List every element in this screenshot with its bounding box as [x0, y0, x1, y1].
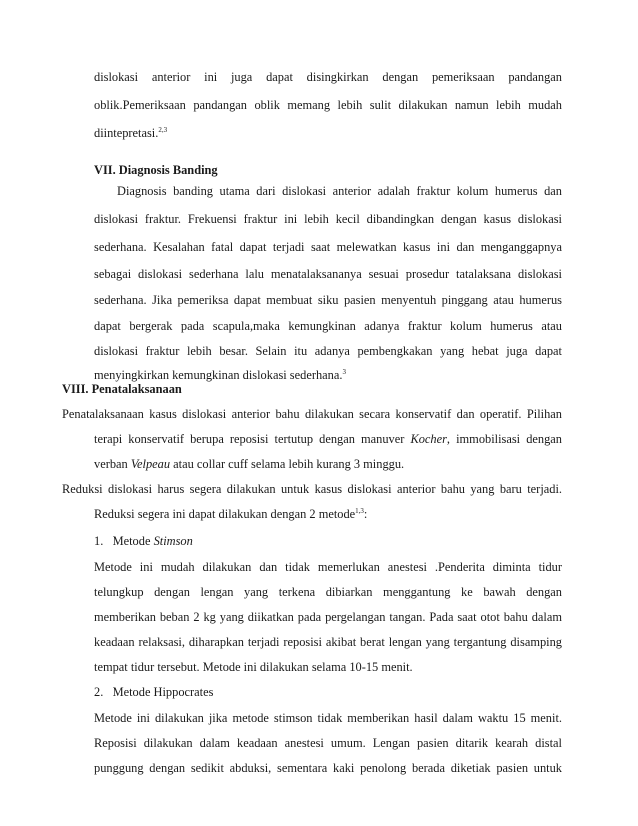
text-line: dapat bergerak pada scapula,maka kemungkinan adanya fraktur kolum humerus atau [94, 319, 562, 333]
citation: 3 [342, 368, 346, 376]
text-line: dislokasi fraktur lebih besar. Selain itu adanya pembengkakan yang hebat juga dapat [94, 344, 562, 358]
list-item-method-2: 2. Metode Hippocrates [94, 685, 214, 699]
text-line: keadaan relaksasi, diharapkan terjadi reposisi akibat berat lengan yang tergantung disamping [94, 635, 562, 649]
text-line: Reposisi dilakukan dalam keadaan anestesi umum. Lengan pasien ditarik kearah distal [94, 736, 562, 750]
citation: 1,3 [355, 507, 364, 515]
list-item-method-1: 1. Metode Stimson [94, 534, 193, 548]
text-line: dislokasi anterior ini juga dapat disingkirkan dengan pemeriksaan pandangan [94, 70, 562, 84]
text-line: menyingkirkan kemungkinan dislokasi sederhana.$^3$ [94, 368, 346, 382]
text-line: Diagnosis banding utama dari dislokasi anterior adalah fraktur kolum humerus dan [117, 184, 562, 198]
text-line: terapi konservatif berupa reposisi tertutup dengan manuver Kocher, immobilisasi dengan [94, 432, 562, 446]
text-line: dislokasi fraktur. Frekuensi fraktur ini lebih kecil dibandingkan dengan kasus dislokasi [94, 212, 562, 226]
text-line: sederhana. Kesalahan fatal dapat terjadi saat melewatkan kasus ini dan menganggapnya [94, 240, 562, 254]
text-line: Metode ini dilakukan jika metode stimson tidak memberikan hasil dalam waktu 15 menit. [94, 711, 562, 725]
text-line: memberikan beban 2 kg yang diikatkan pada pergelangan tangan. Pada saat otot bahu dalam [94, 610, 562, 624]
text-line: oblik.Pemeriksaan pandangan oblik memang lebih sulit dilakukan namun lebih mudah [94, 98, 562, 112]
section-heading-diagnosis-banding: VII. Diagnosis Banding [94, 163, 218, 177]
text-line: sederhana. Jika pemeriksa dapat membuat siku pasien menyentuh pinggang atau humerus [94, 293, 562, 307]
text-line: diintepretasi.$^{2,3}$ [94, 126, 168, 140]
text-line: telungkup dengan lengan yang terkena dibiarkan menggantung ke bawah dengan [94, 585, 562, 599]
section-heading-penatalaksanaan: VIII. Penatalaksanaan [62, 382, 182, 396]
text-line: Penatalaksanaan kasus dislokasi anterior bahu dilakukan secara konservatif dan operatif. Pilihan [62, 407, 562, 421]
text-line: punggung dengan sedikit abduksi, sementara kaki penolong berada diketiak pasien untuk [94, 761, 562, 775]
text-line: Reduksi dislokasi harus segera dilakukan untuk kasus dislokasi anterior bahu yang baru terjadi. [62, 482, 562, 496]
text-line: tempat tidur tersebut. Metode ini dilakukan selama 10-15 menit. [94, 660, 413, 674]
text-line: Metode ini mudah dilakukan dan tidak memerlukan anestesi .Penderita diminta tidur [94, 560, 562, 574]
citation: 2,3 [158, 126, 168, 134]
text-line: Reduksi segera ini dapat dilakukan dengan 2 metode$^{1,3}$: [94, 507, 368, 521]
text-line: sebagai dislokasi sederhana lalu menatalaksananya sesuai prosedur tatalaksana dislokasi [94, 267, 562, 281]
text-line: verban Velpeau atau collar cuff selama lebih kurang 3 minggu. [94, 457, 405, 471]
